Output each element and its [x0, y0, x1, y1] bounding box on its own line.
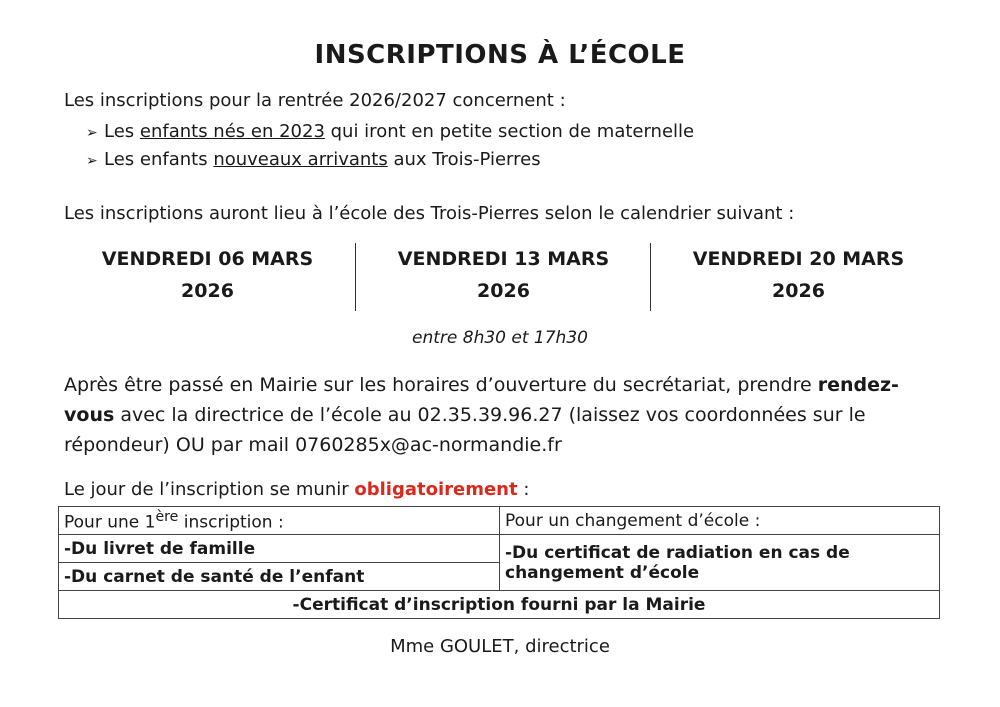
- table-header-change-school: Pour un changement d’école :: [500, 507, 940, 535]
- arrow-bullet-icon: ➢: [86, 153, 98, 169]
- bold-text: rendez-vous: [64, 374, 899, 426]
- date-calendar: [60, 243, 945, 311]
- emphasis-text: obligatoirement: [354, 479, 518, 500]
- list-item: ➢ Les enfants nés en 2023 qui iront en petite section de maternelle: [86, 118, 694, 146]
- concerned-list: [86, 118, 694, 174]
- underlined-text: enfants nés en 2023: [139, 121, 325, 142]
- date-column: [650, 243, 946, 311]
- intro-text: Les inscriptions pour la rentrée 2026/2027 concernent :: [64, 90, 566, 111]
- arrow-bullet-icon: ➢: [86, 125, 98, 141]
- table-cell: -Du certificat de radiation en cas de changement d’école: [500, 535, 940, 591]
- table-row: [59, 591, 940, 619]
- table-row: [59, 507, 940, 535]
- underlined-text: nouveaux arrivants: [213, 149, 388, 170]
- date-column: [355, 243, 651, 311]
- table-row: [59, 535, 940, 563]
- calendar-intro: Les inscriptions auront lieu à l’école des Trois-Pierres selon le calendrier suivant :: [64, 203, 795, 224]
- table-cell: -Du carnet de santé de l’enfant: [59, 563, 500, 591]
- signature: Mme GOULET, directrice: [390, 636, 610, 657]
- date-day: VENDREDI 06 MARS: [101, 248, 314, 270]
- date-year: 2026: [477, 280, 530, 302]
- date-day: VENDREDI 13 MARS: [397, 248, 610, 270]
- requirements-intro: Le jour de l’inscription se munir obligatoirement :: [64, 479, 530, 500]
- appointment-paragraph: Après être passé en Mairie sur les horaires d’ouverture du secrétariat, prendre rendez-vous avec la directrice de l’école au 02.35.39.96.27 (laissez vos coordonnées sur le répondeur) OU par mail 0760285x@ac-normandie.fr: [64, 374, 899, 456]
- date-day: VENDREDI 20 MARS: [692, 248, 905, 270]
- page-title: INSCRIPTIONS À L’ÉCOLE: [314, 40, 686, 70]
- date-year: 2026: [772, 280, 825, 302]
- date-year: 2026: [181, 280, 234, 302]
- table-header-first-inscription: Pour une 1ère inscription :: [59, 507, 500, 535]
- opening-hours: entre 8h30 et 17h30: [412, 328, 588, 348]
- date-column: [60, 243, 355, 311]
- list-item: ➢ Les enfants nouveaux arrivants aux Trois-Pierres: [86, 146, 694, 174]
- table-cell: -Du livret de famille: [59, 535, 500, 563]
- table-footer-cell: -Certificat d’inscription fourni par la Mairie: [59, 591, 940, 619]
- requirements-table: [58, 506, 940, 619]
